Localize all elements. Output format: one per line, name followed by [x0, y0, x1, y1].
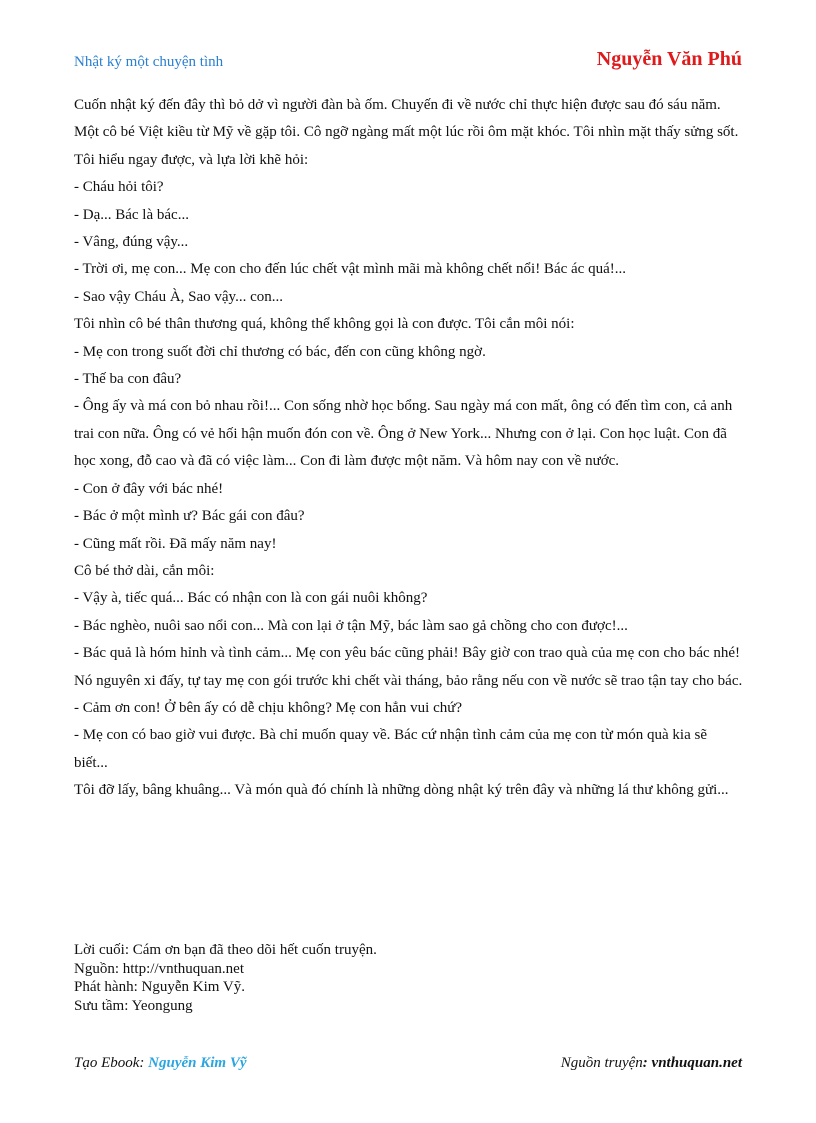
closing-note-line: Lời cuối: Cám ơn bạn đã theo dõi hết cuốn truyện. — [74, 942, 377, 958]
source-credit-separator: : — [642, 1055, 652, 1071]
page-footer — [74, 1055, 742, 1077]
book-title: Nhật ký một chuyện tình — [74, 54, 224, 70]
paragraph: - Con ở đây với bác nhé! — [74, 480, 224, 497]
paragraph: - Trời ơi, mẹ con... Mẹ con cho đến lúc chết vật mình mãi mà không chết nổi! Bác ác quá!... — [74, 261, 626, 278]
ebook-credit — [74, 1055, 247, 1072]
paragraph: - Dạ... Bác là bác... — [74, 206, 189, 223]
ebook-creator-name: Nguyễn Kim Vỹ — [148, 1055, 247, 1071]
paragraph: - Cũng mất rồi. Đã mấy năm nay! — [74, 535, 277, 552]
ebook-credit-separator: : — [139, 1055, 149, 1071]
closing-notes — [74, 941, 674, 1015]
paragraph: - Sao vậy Cháu À, Sao vậy... con... — [74, 288, 283, 305]
source-credit-label: Nguồn truyện — [560, 1055, 643, 1071]
paragraph: Tôi nhìn cô bé thân thương quá, không thể không gọi là con được. Tôi cắn môi nói: — [74, 316, 575, 333]
story-body — [74, 92, 744, 805]
paragraph: - Cảm ơn con! Ở bên ấy có dễ chịu không? Mẹ con hẳn vui chứ? — [74, 699, 463, 716]
page-header — [74, 48, 742, 76]
paragraph: - Cháu hỏi tôi? — [74, 179, 164, 196]
paragraph: - Mẹ con trong suốt đời chỉ thương có bác, đến con cũng không ngờ. — [74, 343, 486, 360]
paragraph: - Mẹ con có bao giờ vui được. Bà chỉ muốn quay về. Bác cứ nhận tình cảm của mẹ con từ món quà kia sẽ biết... — [74, 727, 707, 771]
paragraph: - Bác quả là hóm hỉnh và tình cảm... Mẹ con yêu bác cũng phải! Bây giờ con trao quà của mẹ con cho bác nhé! Nó nguyên xi đấy, tự tay mẹ con gói trước khi chết vài tháng, bảo rằng nếu con về nước sẽ trao tận tay cho bác. — [74, 645, 743, 689]
source-credit — [561, 1055, 742, 1072]
paragraph: - Thế ba con đâu? — [74, 371, 182, 388]
closing-note-line: Phát hành: Nguyễn Kim Vỹ. — [74, 979, 245, 995]
paragraph: - Vậy à, tiếc quá... Bác có nhận con là con gái nuôi không? — [74, 590, 428, 607]
paragraph: - Bác ở một mình ư? Bác gái con đâu? — [74, 508, 305, 525]
closing-note-line: Sưu tầm: Yeongung — [74, 997, 193, 1014]
paragraph: - Ông ấy và má con bỏ nhau rồi!... Con sống nhờ học bổng. Sau ngày má con mất, ông có đến tìm con, cả anh trai con nữa. Ông có vẻ hối hận muốn đón con về. Ông ở New York... Nhưng con ở lại. Con học luật. Con đã học xong, đỗ cao và đã có việc làm... Con đi làm được một năm. Và hôm nay con về nước. — [74, 398, 733, 470]
paragraph: Cô bé thở dài, cắn môi: — [74, 562, 215, 579]
closing-note-line: Nguồn: http://vnthuquan.net — [74, 960, 244, 977]
paragraph: - Bác nghèo, nuôi sao nổi con... Mà con lại ở tận Mỹ, bác làm sao gả chồng cho con được!... — [74, 617, 628, 634]
paragraph: Cuốn nhật ký đến đây thì bỏ dở vì người đàn bà ốm. Chuyến đi về nước chỉ thực hiện được sau đó sáu năm. Một cô bé Việt kiều từ Mỹ về gặp tôi. Cô ngỡ ngàng mất một lúc rồi ôm mặt khóc. Tôi nhìn mặt thấy sửng sốt. Tôi hiểu ngay được, và lựa lời khẽ hỏi: — [74, 97, 739, 168]
paragraph: Tôi đỡ lấy, bâng khuâng... Và món quà đó chính là những dòng nhật ký trên đây và những lá thư không gửi... — [74, 782, 729, 799]
author-name: Nguyễn Văn Phú — [596, 48, 742, 70]
source-site-name: vnthuquan.net — [651, 1055, 742, 1071]
paragraph: - Vâng, đúng vậy... — [74, 234, 189, 251]
ebook-credit-label: Tạo Ebook — [74, 1055, 140, 1071]
